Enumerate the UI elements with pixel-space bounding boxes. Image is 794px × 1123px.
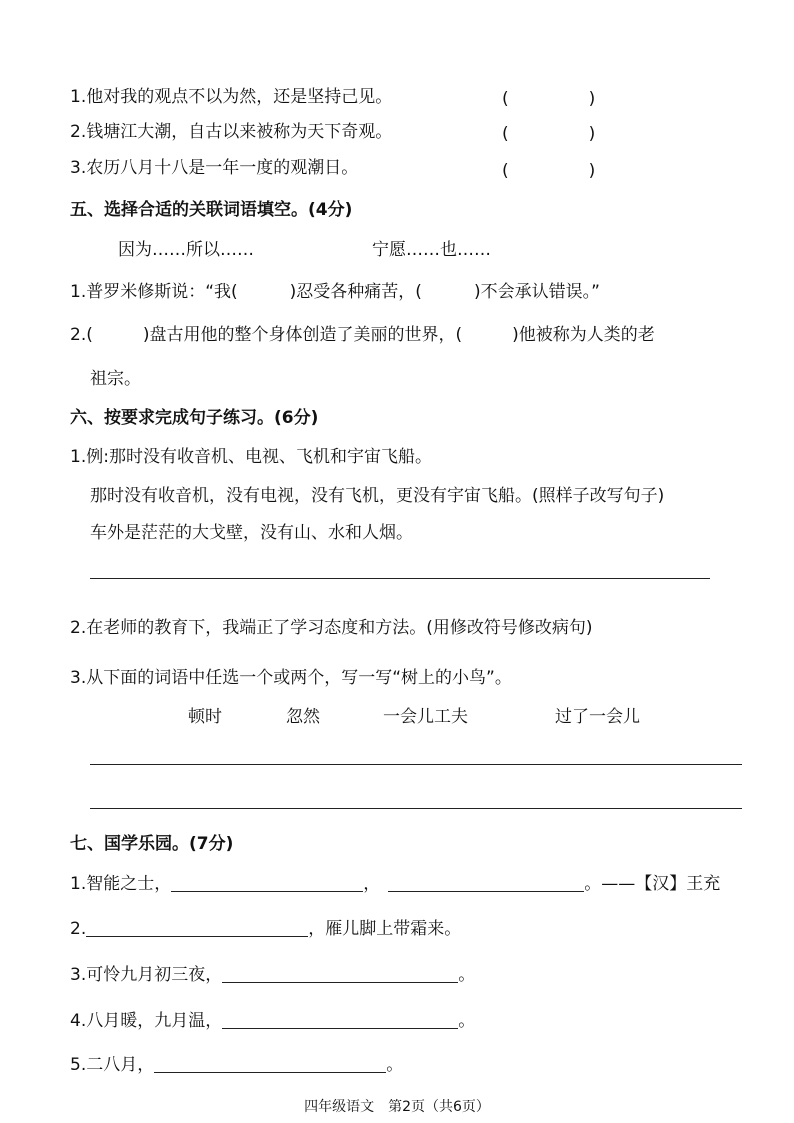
conjunction-option-2: 宁愿……也……	[372, 240, 491, 260]
section-6-q1-example: 1.例:那时没有收音机、电视、飞机和宇宙飞船。	[70, 447, 432, 467]
section-6-q1-task: 车外是茫茫的大戈壁，没有山、水和人烟。	[90, 523, 413, 543]
word-option-3: 一会儿工夫	[383, 707, 468, 727]
judge-answer-3[interactable]: ( )	[502, 161, 596, 181]
section-6-q2: 2.在老师的教育下，我端正了学习态度和方法。(用修改符号修改病句)	[70, 618, 593, 638]
judge-item-3: 3.农历八月十八是一年一度的观潮日。	[70, 158, 359, 178]
judge-item-1: 1.他对我的观点不以为然，还是坚持己见。	[70, 87, 393, 107]
section-5-title: 五、选择合适的关联词语填空。(4分)	[70, 200, 353, 220]
conjunction-option-1: 因为……所以……	[118, 240, 254, 260]
judge-answer-2[interactable]: ( )	[502, 124, 596, 144]
section-6-title: 六、按要求完成句子练习。(6分)	[70, 408, 319, 428]
word-option-1: 顿时	[188, 707, 222, 727]
word-option-4: 过了一会儿	[555, 707, 640, 727]
word-option-2: 忽然	[286, 707, 320, 727]
section-5-q2: 2.( )盘古用他的整个身体创造了美丽的世界，( )他被称为人类的老	[70, 325, 655, 345]
blank-7-4[interactable]	[222, 1012, 458, 1029]
page-footer: 四年级语文 第2页（共6页）	[304, 1099, 490, 1115]
section-7-title: 七、国学乐园。(7分)	[70, 834, 234, 854]
section-7-q3: 3.可怜九月初三夜， 。	[70, 965, 476, 985]
blank-7-2[interactable]	[86, 920, 308, 937]
section-7-q1: 1.智能之士， ， 。——【汉】王充	[70, 874, 721, 894]
judge-answer-1[interactable]: ( )	[502, 89, 596, 109]
section-5-q2-cont: 祖宗。	[90, 369, 141, 389]
section-7-q2: 2. ，雁儿脚上带霜来。	[70, 919, 462, 939]
answer-line-6-3a[interactable]	[90, 764, 742, 765]
judge-item-2: 2.钱塘江大潮，自古以来被称为天下奇观。	[70, 122, 393, 142]
blank-7-1a[interactable]	[171, 875, 363, 892]
section-7-q5: 5.二八月， 。	[70, 1055, 404, 1075]
section-7-q4: 4.八月暖，九月温， 。	[70, 1011, 476, 1031]
section-5-q1: 1.普罗米修斯说：“我( )忍受各种痛苦，( )不会承认错误。”	[70, 282, 600, 302]
section-6-q3: 3.从下面的词语中任选一个或两个，写一写“树上的小鸟”。	[70, 668, 512, 688]
answer-line-6-1[interactable]	[90, 578, 710, 579]
blank-7-1b[interactable]	[388, 875, 584, 892]
answer-line-6-3b[interactable]	[90, 808, 742, 809]
section-6-q1-model: 那时没有收音机，没有电视，没有飞机，更没有宇宙飞船。(照样子改写句子)	[90, 486, 665, 506]
blank-7-5[interactable]	[154, 1056, 386, 1073]
blank-7-3[interactable]	[222, 966, 458, 983]
